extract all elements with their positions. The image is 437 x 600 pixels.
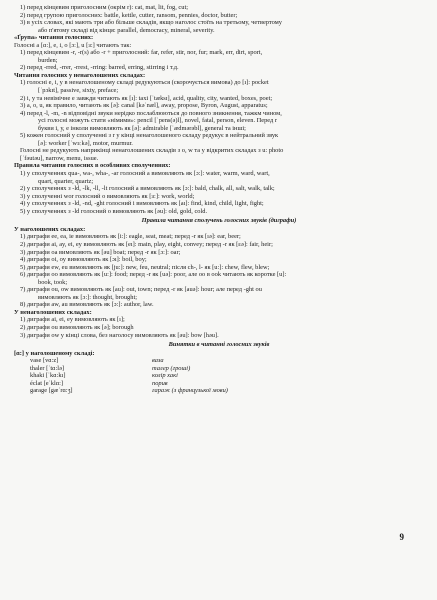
exception-row: [14, 387, 424, 395]
text-line: вимовляють як [ɔ:]: thought, brought;: [38, 293, 137, 301]
text-line: 2) i, y та невімічне e завжди читають як [ı]: taxi [ˈtæksɪ], acid, quality, city, wanted, boxes, poet;: [20, 94, 273, 102]
text-line: 8) диграфи aw, au вимовляють як [ɔ:]: author, law.: [20, 301, 154, 309]
text-line: 3) диграфи ow у кінці слова, без наголосу вимовляють як [əu]: bow [həu].: [20, 331, 219, 339]
text-line: 5) кожен голосний у сполученні з r у кінці ненаголошеного складу редукує в нейтральний звук: [20, 132, 279, 140]
text-line: 1) перед кінцевим -r, -r(s) або -r + приголосний: far, refer, stir, nor, fur; mark, err, dirt, sport,: [20, 49, 263, 57]
text-line: 2) перед -rred, -rrer, -rrest, -rring: barred, erring, stirring і т.д.: [20, 64, 179, 72]
text-line: burden;: [38, 56, 58, 64]
exception-row: [14, 365, 424, 373]
text-line: [ə]: worker [ˈwɜːkə], motor, murmur.: [38, 139, 133, 147]
text-line: 1) перед кінцевим приголосним (окрім r): cat, mat, lit, fog, cut;: [20, 4, 188, 11]
text-line: 1) голосні e, i, y в ненаголошеному складі редукуються (скорочується вимова) до [ı]: pocket: [20, 79, 269, 87]
text-line: 4) у сполученнях з -ld, -nd, -ght голосний i вимовляють як [aı]: find, kind, child, light, fight;: [20, 200, 264, 208]
text-line: 1) диграфи ee, ea, ie вимовляють як [i:]: eagle, seat, meat; перед -r як [ıə]: ear, beer;: [20, 233, 241, 241]
exception-translation: колір хакі: [152, 372, 178, 380]
text-line: 2) у сполученнях з -ld, -lk, -ll, -lt голосний a вимовляють як [ɔ:]: bald, chalk, all, salt, walk, talk;: [20, 185, 275, 193]
text-line: Правила читання голосних в особливих сполученнях:: [14, 162, 171, 170]
text-line: 1) диграфи ai, ei, ey вимовляють як [ı];: [20, 316, 125, 324]
exception-row: [14, 372, 424, 380]
text-line: Голосні a [ɑ:], e, i, o [ɔ:], u [ɜ:] читають так:: [14, 41, 132, 49]
text-line: або п'ятому складі від кінця: parallel, democracy, mineral, severity.: [38, 26, 215, 34]
reading-rules-section: [14, 4, 424, 215]
exception-word: vase [vɑ:z]: [30, 357, 59, 365]
exception-translation: ваза: [152, 357, 164, 365]
exception-word: garage [gæˈrɑ:ʒ]: [30, 387, 73, 395]
exception-word: éclat [eˈklɑ:]: [30, 379, 63, 387]
text-line: 3) у сполученні wor голосний o вимовляють як [ɜ:]: work, world;: [20, 192, 195, 200]
text-line: 1) у сполученнях qua-, wa-, wha-, -ar голосний a вимовляють як [ɔ:]: water, warm, ward, wart,: [20, 170, 270, 178]
text-line: Голосні не редукують наприкінці ненаголошених складів з o, w та у відкритих складах з u: photo: [20, 147, 284, 155]
text-line: 4) перед -l, -m, -n відповідні звуки нерідко послаблюються до повного зникнення, тажкм чином,: [20, 109, 282, 117]
text-line: 6) диграфи oo вимовляють як [u:]: food; перед -r як [uə]: poor, але оо в ook читають як коротке [u]:: [20, 271, 287, 279]
exception-row: [14, 357, 424, 365]
text-line: 5) диграфи ew, eu вимовляють як [ju:]: new, feu, neutral; після ch-, l- як [u:]: chew, flew, blew;: [20, 263, 270, 271]
text-line: quart, quarter, quartz;: [38, 177, 94, 185]
digraph-section-title: Правила читання сполучень голосних звуків (диграфи): [141, 217, 297, 225]
text-line: 2) диграфи ou вимовляють як [ə]; borough: [20, 323, 134, 331]
text-line: book, took;: [38, 278, 68, 286]
document-page: [14, 4, 424, 395]
exception-row: [14, 380, 424, 388]
text-line: 4) диграфи oi, oy вимовляють як [ɔı]: boil, boy;: [20, 256, 147, 264]
text-line: У наголошених складах:: [14, 225, 86, 233]
text-line: усі голосні можуть стати «німими»: pencil [ˈpens(ə)l], novel, fatal, person, eleven. Перед r: [38, 117, 278, 125]
digraph-rules-section: [14, 226, 424, 339]
text-line: 3) диграфи oa вимовляють як [əu] boat; перед -r як [ɔ:]: oar;: [20, 248, 181, 256]
exceptions-table: [14, 357, 424, 395]
text-line: 2) диграфи ai, ay, ei, ey вимовляють як [eı]: main, play, eight, convey; перед -r як [ɛə]: fair, heir;: [20, 240, 273, 248]
exceptions-intro: [ɑ:] у наголошеному складі:: [14, 349, 95, 357]
text-line: «Ґрупа» читання голосних:: [14, 34, 94, 42]
text-line: 7) диграфи ou, ow вимовляють як [au]: out, town; перед -r як [auə]: hour; але перед -ght ou: [20, 286, 262, 294]
exception-translation: гараж (з французької мови): [152, 387, 228, 395]
text-line: Читання голосних у ненаголошених складах:: [14, 71, 146, 79]
text-line: У ненаголошених складах:: [14, 308, 92, 316]
text-line: [ˈfəutəu], narrow, menu, issue.: [20, 154, 99, 162]
page-number: 9: [399, 532, 404, 542]
text-line: 5) у сполученнях з -ld голосний o вимовляють як [əu]: old, gold, cold.: [20, 207, 208, 215]
text-line: 3) a, o, u, як правило, читають як [ə]: canal [kəˈnæl], away, propose, Byron, August, apparatus;: [20, 102, 268, 110]
exception-translation: талер (гроші): [152, 364, 191, 372]
exception-word: khaki [ˈkɑ:kı]: [30, 372, 66, 380]
text-line: [ˈpɔkɪt], passive, sixty, preface;: [38, 87, 119, 95]
exception-translation: порив: [152, 379, 168, 387]
text-line: 3) в усіх словах, які мають три або більше складів, якщо наголос стоїть на третьому, четвертому: [20, 19, 282, 27]
text-line: букви і, у, е інколи вимовляють як [ə]: admirable [ˈædmərəbl], general та інші;: [38, 124, 246, 132]
exception-word: thaler [ˈtɑ:lə]: [30, 364, 65, 372]
text-line: 2) перед групою приголосних: battle, kettle, cutter, ransom, pennies, doctor, butter;: [20, 11, 238, 19]
exceptions-section-title: Винятки в читанні голосних звуків: [168, 341, 270, 349]
